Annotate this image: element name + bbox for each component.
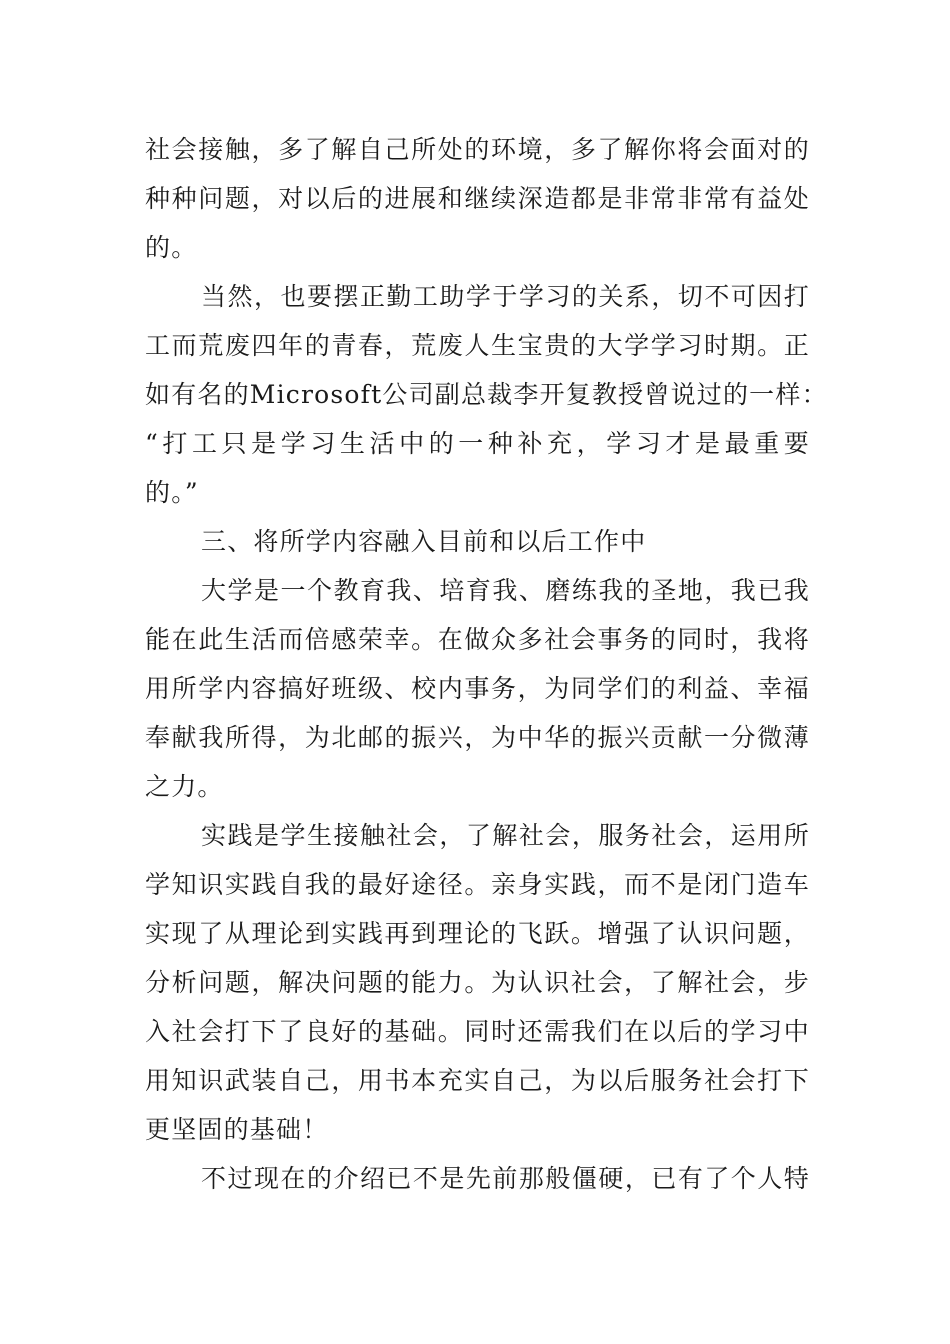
text-line: 当然，也要摆正勤工助学于学习的关系，切不可因打 (201, 282, 810, 311)
text-line: 更坚固的基础！ (145, 1115, 329, 1144)
text-line: 入社会打下了良好的基础。同时还需我们在以后的学习中 (145, 1017, 810, 1046)
text-line: 工而荒废四年的青春，荒废人生宝贵的大学学习时期。正 (145, 331, 810, 360)
text-line: 用所学内容搞好班级、校内事务，为同学们的利益、幸福 (145, 674, 810, 703)
document-page (145, 125, 828, 1203)
text-line: 如有名的Microsoft公司副总裁李开复教授曾说过的一样： (145, 380, 828, 409)
text-line: 种种问题，对以后的进展和继续深造都是非常非常有益处 (145, 184, 810, 213)
text-line: 大学是一个教育我、培育我、磨练我的圣地，我已我 (201, 576, 810, 605)
text-line: 社会接触，多了解自己所处的环境，多了解你将会面对的 (145, 135, 810, 164)
text-line: 实践是学生接触社会，了解社会，服务社会，运用所 (201, 821, 810, 850)
text-line: 不过现在的介绍已不是先前那般僵硬，已有了个人特 (201, 1164, 810, 1193)
text-line: 的。” (145, 478, 199, 507)
text-line: 实现了从理论到实践再到理论的飞跃。增强了认识问题， (145, 919, 810, 948)
text-line: 之力。 (145, 772, 224, 801)
section-heading: 三、将所学内容融入目前和以后工作中 (201, 527, 647, 556)
text-line: 学知识实践自我的最好途径。亲身实践，而不是闭门造车 (145, 870, 810, 899)
text-line: 的。 (145, 233, 198, 262)
text-line: 用知识武装自己，用书本充实自己，为以后服务社会打下 (145, 1066, 810, 1095)
text-line: 分析问题，解决问题的能力。为认识社会，了解社会，步 (145, 968, 810, 997)
text-line: 奉献我所得，为北邮的振兴，为中华的振兴贡献一分微薄 (145, 723, 810, 752)
text-line: “打工只是学习生活中的一种补充，学习才是最重要 (145, 429, 810, 458)
text-line: 能在此生活而倍感荣幸。在做众多社会事务的同时，我将 (145, 625, 810, 654)
